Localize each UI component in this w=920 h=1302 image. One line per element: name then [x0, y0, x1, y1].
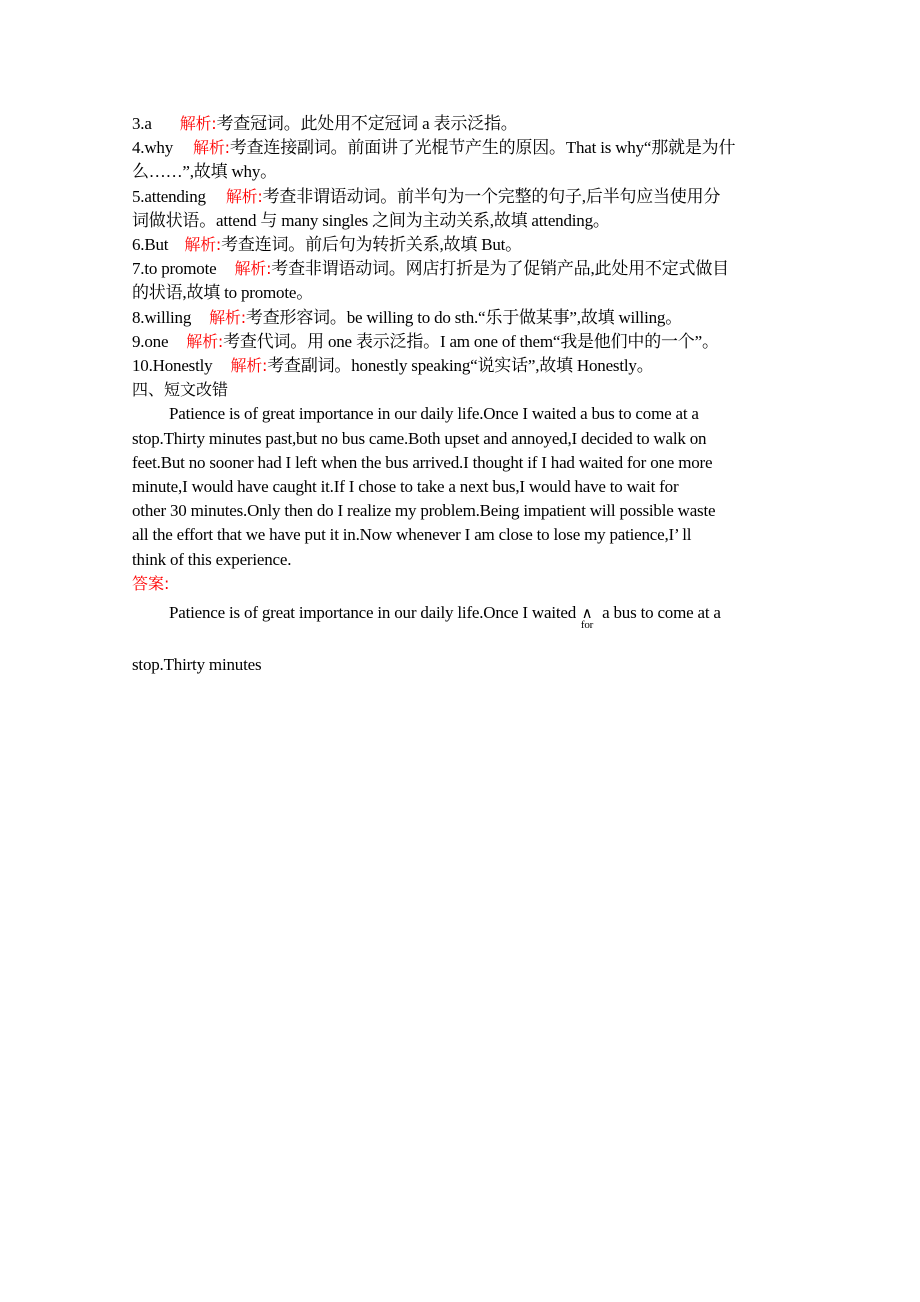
analysis-line	[132, 209, 792, 233]
analysis-line	[132, 257, 792, 281]
analysis-line	[132, 160, 792, 184]
analysis-text: 考查非谓语动词。前半句为一个完整的句子,后半句应当使用分	[262, 186, 721, 206]
section-title: 四、短文改错	[132, 380, 229, 400]
answer-block	[132, 601, 792, 677]
passage-line: minute,I would have caught it.If I chose to take a next bus,I would have to wait for	[132, 477, 679, 497]
analysis-line	[132, 112, 792, 136]
document-page	[132, 112, 792, 677]
analysis-line	[132, 185, 792, 209]
answer-number: 4.why	[132, 138, 174, 158]
answer-line	[132, 601, 792, 631]
answer-text-before: Patience is of great importance in our daily life.Once I waited	[169, 602, 577, 622]
analysis-line	[132, 281, 792, 305]
insertion-mark	[576, 601, 598, 631]
answer-number: 7.to promote	[132, 259, 217, 279]
answer-number: 5.attending	[132, 186, 206, 206]
analysis-line	[132, 330, 792, 354]
analysis-text: 考查副词。honestly speaking“说实话”,故填 Honestly。	[267, 356, 654, 376]
analysis-label: 解析:	[179, 114, 217, 133]
answer-number: 3.a	[132, 114, 152, 133]
analysis-text: 考查连接副词。前面讲了光棍节产生的原因。That is why“那就是为什	[229, 138, 736, 158]
analysis-text: 考查非谓语动词。网店打折是为了促销产品,此处用不定式做目	[271, 259, 729, 279]
analysis-text: 考查冠词。此处用不定冠词 a 表示泛指。	[216, 114, 518, 133]
answer-text-after: a bus to come at a	[602, 602, 721, 622]
answer-analysis-list	[132, 112, 792, 378]
analysis-line	[132, 233, 792, 257]
analysis-text: 么……”,故填 why。	[132, 162, 277, 182]
answer-number: 9.one	[132, 331, 169, 351]
analysis-label: 解析:	[193, 138, 230, 158]
analysis-line	[132, 306, 792, 330]
analysis-label: 解析:	[230, 356, 268, 376]
analysis-label: 解析:	[186, 331, 224, 351]
analysis-line	[132, 354, 792, 378]
answer-label: 答案:	[132, 573, 170, 593]
caret-insert-icon: ∧	[581, 603, 593, 622]
analysis-line	[132, 136, 792, 160]
analysis-text: 考查代词。用 one 表示泛指。I am one of them“我是他们中的一个”。	[223, 331, 719, 351]
analysis-text: 的状语,故填 to promote。	[132, 283, 314, 303]
answer-line: stop.Thirty minutes	[132, 654, 262, 674]
passage-line: feet.But no sooner had I left when the bus arrived.I thought if I had waited for one more	[132, 452, 713, 472]
analysis-label: 解析:	[184, 235, 222, 255]
answer-number: 8.willing	[132, 307, 192, 327]
analysis-label: 解析:	[234, 259, 272, 279]
passage-line: other 30 minutes.Only then do I realize my problem.Being impatient will possible waste	[132, 501, 716, 521]
answer-number: 6.But	[132, 235, 169, 255]
passage-line: all the effort that we have put it in.Now whenever I am close to lose my patience,I’ ll	[132, 525, 692, 545]
passage-line: think of this experience.	[132, 549, 292, 569]
analysis-text: 考查连词。前后句为转折关系,故填 But。	[221, 235, 522, 255]
analysis-text: 考查形容词。be willing to do sth.“乐于做某事”,故填 willing。	[245, 307, 683, 327]
passage-line: stop.Thirty minutes past,but no bus came.Both upset and annoyed,I decided to walk on	[132, 428, 707, 448]
analysis-text: 词做状语。attend 与 many singles 之间为主动关系,故填 attending。	[132, 210, 610, 230]
analysis-label: 解析:	[209, 307, 246, 327]
analysis-label: 解析:	[225, 186, 263, 206]
answer-number: 10.Honestly	[132, 356, 213, 376]
error-correction-passage	[132, 402, 792, 571]
inserted-word: for	[580, 618, 594, 631]
passage-line: Patience is of great importance in our daily life.Once I waited a bus to come at a	[169, 404, 699, 424]
